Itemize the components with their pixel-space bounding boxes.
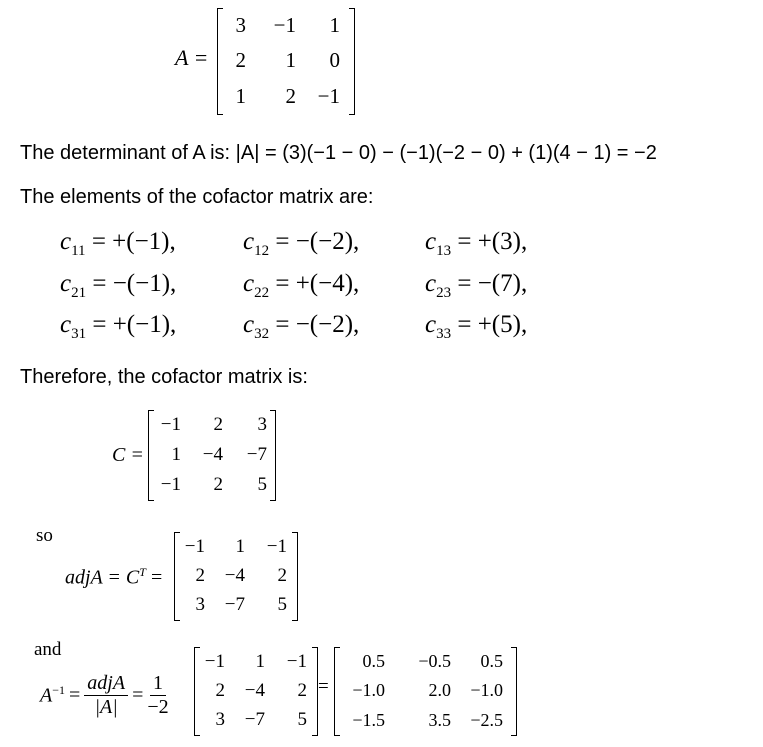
matrix-cell: 2: [195, 564, 205, 586]
matrix-cell: −7: [246, 444, 267, 465]
bracket-cap: [334, 647, 340, 648]
cofactor-value: = +(−1),: [86, 311, 177, 338]
cofactor-entry: [425, 311, 527, 343]
matrix-cell: −1: [266, 535, 287, 557]
cofactor-entry: [60, 228, 176, 260]
adj-label: [65, 565, 162, 590]
matrix-cell: 3: [257, 414, 267, 435]
cofactor-entry: [243, 270, 359, 302]
cofactor-intro: The elements of the cofactor matrix are:: [20, 186, 374, 208]
cofactor-index: 13: [436, 243, 452, 259]
cofactor-value: = −(−2),: [269, 228, 360, 255]
and-label: and: [34, 639, 62, 660]
matrix-cell: −1: [204, 650, 225, 672]
frac-adj-over-det: [84, 672, 128, 719]
so-label: so: [36, 525, 53, 546]
matrix-a: [217, 8, 355, 114]
bracket-cap: [312, 735, 318, 736]
frac1-den: |A|: [94, 696, 118, 718]
matrix-cell: 3: [235, 13, 246, 38]
matrix-cell: −7: [224, 594, 245, 616]
bracket-cap: [511, 647, 517, 648]
cofactor-entry: [60, 311, 176, 343]
cofactor-symbol: c: [60, 270, 72, 297]
cofactor-entry: [243, 228, 359, 260]
cofactor-value: = +(3),: [451, 228, 528, 255]
matrix-inverse: [334, 647, 517, 735]
cofactor-entry: [425, 270, 527, 302]
matrix-cell: 2: [277, 564, 287, 586]
bracket-cap: [148, 410, 154, 411]
matrix-cell: −1: [160, 414, 181, 435]
matrix-cell: 2: [213, 414, 223, 435]
bracket-cap: [174, 620, 180, 621]
cofactor-symbol: c: [243, 270, 255, 297]
cofactor-value: = +(5),: [451, 311, 528, 338]
matrix-cell: −4: [244, 679, 265, 701]
bracket-cap: [194, 647, 200, 648]
matrix-a-label-text: A =: [175, 45, 209, 70]
matrix-c: [148, 410, 276, 500]
cofactor-entry: [425, 228, 527, 260]
bracket-cap: [217, 114, 223, 115]
frac-one-over-minus-two: [147, 672, 168, 719]
matrix-cell: 3.5: [428, 709, 451, 730]
frac2-num: 1: [150, 672, 166, 696]
cofactor-value: = −(−2),: [269, 311, 360, 338]
inverse-eq2: =: [132, 684, 144, 706]
frac1-num: adjA: [84, 672, 128, 696]
cofactor-value: = +(−1),: [85, 228, 176, 255]
cofactor-index: 12: [254, 243, 270, 259]
cofactor-index: 32: [254, 326, 270, 342]
therefore-line: Therefore, the cofactor matrix is:: [20, 366, 308, 388]
cofactor-index: 23: [436, 285, 452, 301]
cofactor-symbol: c: [425, 228, 437, 255]
inverse-eq3: =: [318, 676, 329, 697]
cofactor-symbol: c: [60, 311, 72, 338]
cofactor-index: 22: [254, 285, 270, 301]
matrix-cell: 2: [215, 679, 225, 701]
matrix-cell: 0.5: [480, 651, 503, 672]
matrix-cell: 5: [257, 474, 267, 495]
cofactor-symbol: c: [243, 228, 255, 255]
frac2-den: −2: [147, 696, 169, 718]
matrix-cell: −1.5: [352, 709, 385, 730]
inverse-lhs-a: A: [40, 684, 53, 707]
inverse-lhs: [40, 672, 169, 719]
cofactor-entry: [243, 311, 359, 343]
inverse-lhs-sup: −1: [52, 683, 65, 698]
matrix-c-label: [112, 444, 144, 467]
bracket-cap: [270, 410, 276, 411]
adj-eq: =: [150, 566, 163, 589]
matrix-cell: 1: [171, 444, 181, 465]
bracket-cap: [334, 735, 340, 736]
matrix-cell: 1: [255, 650, 265, 672]
cofactor-index: 33: [436, 326, 452, 342]
adj-sup: T: [139, 565, 146, 579]
matrix-adj: [174, 532, 298, 620]
matrix-cell: 2: [297, 679, 307, 701]
matrix-cell: −2.5: [470, 709, 503, 730]
cofactor-index: 31: [71, 326, 87, 342]
cofactor-symbol: c: [243, 311, 255, 338]
bracket-cap: [270, 500, 276, 501]
matrix-cell: −0.5: [418, 651, 451, 672]
cofactor-value: = +(−4),: [269, 270, 360, 297]
matrix-cell: 0: [329, 48, 340, 73]
matrix-cell: 1: [235, 83, 246, 108]
matrix-cell: −1: [317, 83, 340, 108]
bracket-cap: [349, 8, 355, 9]
matrix-cell: 1: [329, 13, 340, 38]
cofactor-symbol: c: [425, 311, 437, 338]
bracket-cap: [292, 532, 298, 533]
cofactor-symbol: c: [60, 228, 72, 255]
cofactor-index: 11: [71, 243, 86, 259]
matrix-cell: −1: [184, 535, 205, 557]
adj-label-text: adjA = C: [65, 566, 140, 589]
cofactor-symbol: c: [425, 270, 437, 297]
matrix-cell: −1: [286, 650, 307, 672]
matrix-cell: −1.0: [352, 680, 385, 701]
bracket-cap: [217, 8, 223, 9]
bracket-cap: [349, 114, 355, 115]
cofactor-index: 21: [71, 285, 87, 301]
matrix-cell: 2: [285, 83, 296, 108]
matrix-cell: 0.5: [362, 651, 385, 672]
matrix-a-label: [175, 45, 208, 71]
matrix-cell: 1: [285, 48, 296, 73]
matrix-cell: 5: [277, 594, 287, 616]
cofactor-value: = −(7),: [451, 270, 528, 297]
matrix-cell: −4: [202, 444, 223, 465]
matrix-cell: 1: [235, 535, 245, 557]
bracket-cap: [174, 532, 180, 533]
matrix-cell: −1: [273, 13, 296, 38]
matrix-cell: 3: [215, 709, 225, 731]
bracket-cap: [312, 647, 318, 648]
matrix-cell: −7: [244, 709, 265, 731]
matrix-cell: 5: [297, 709, 307, 731]
matrix-cell: 2: [235, 48, 246, 73]
bracket-cap: [292, 620, 298, 621]
matrix-cell: −1.0: [470, 680, 503, 701]
cofactor-entry: [60, 270, 176, 302]
determinant-line: The determinant of A is: |A| = (3)(−1 − 0) − (−1)(−2 − 0) + (1)(4 − 1) = −2: [20, 142, 657, 164]
matrix-c-label-text: C =: [112, 444, 144, 466]
bracket-cap: [511, 735, 517, 736]
cofactor-value: = −(−1),: [86, 270, 177, 297]
matrix-cell: −4: [224, 564, 245, 586]
matrix-adj-second: [194, 647, 318, 735]
bracket-cap: [194, 735, 200, 736]
matrix-cell: 3: [195, 594, 205, 616]
inverse-eq1: =: [69, 684, 81, 706]
matrix-cell: 2.0: [428, 680, 451, 701]
matrix-cell: 2: [213, 474, 223, 495]
bracket-cap: [148, 500, 154, 501]
matrix-cell: −1: [160, 474, 181, 495]
